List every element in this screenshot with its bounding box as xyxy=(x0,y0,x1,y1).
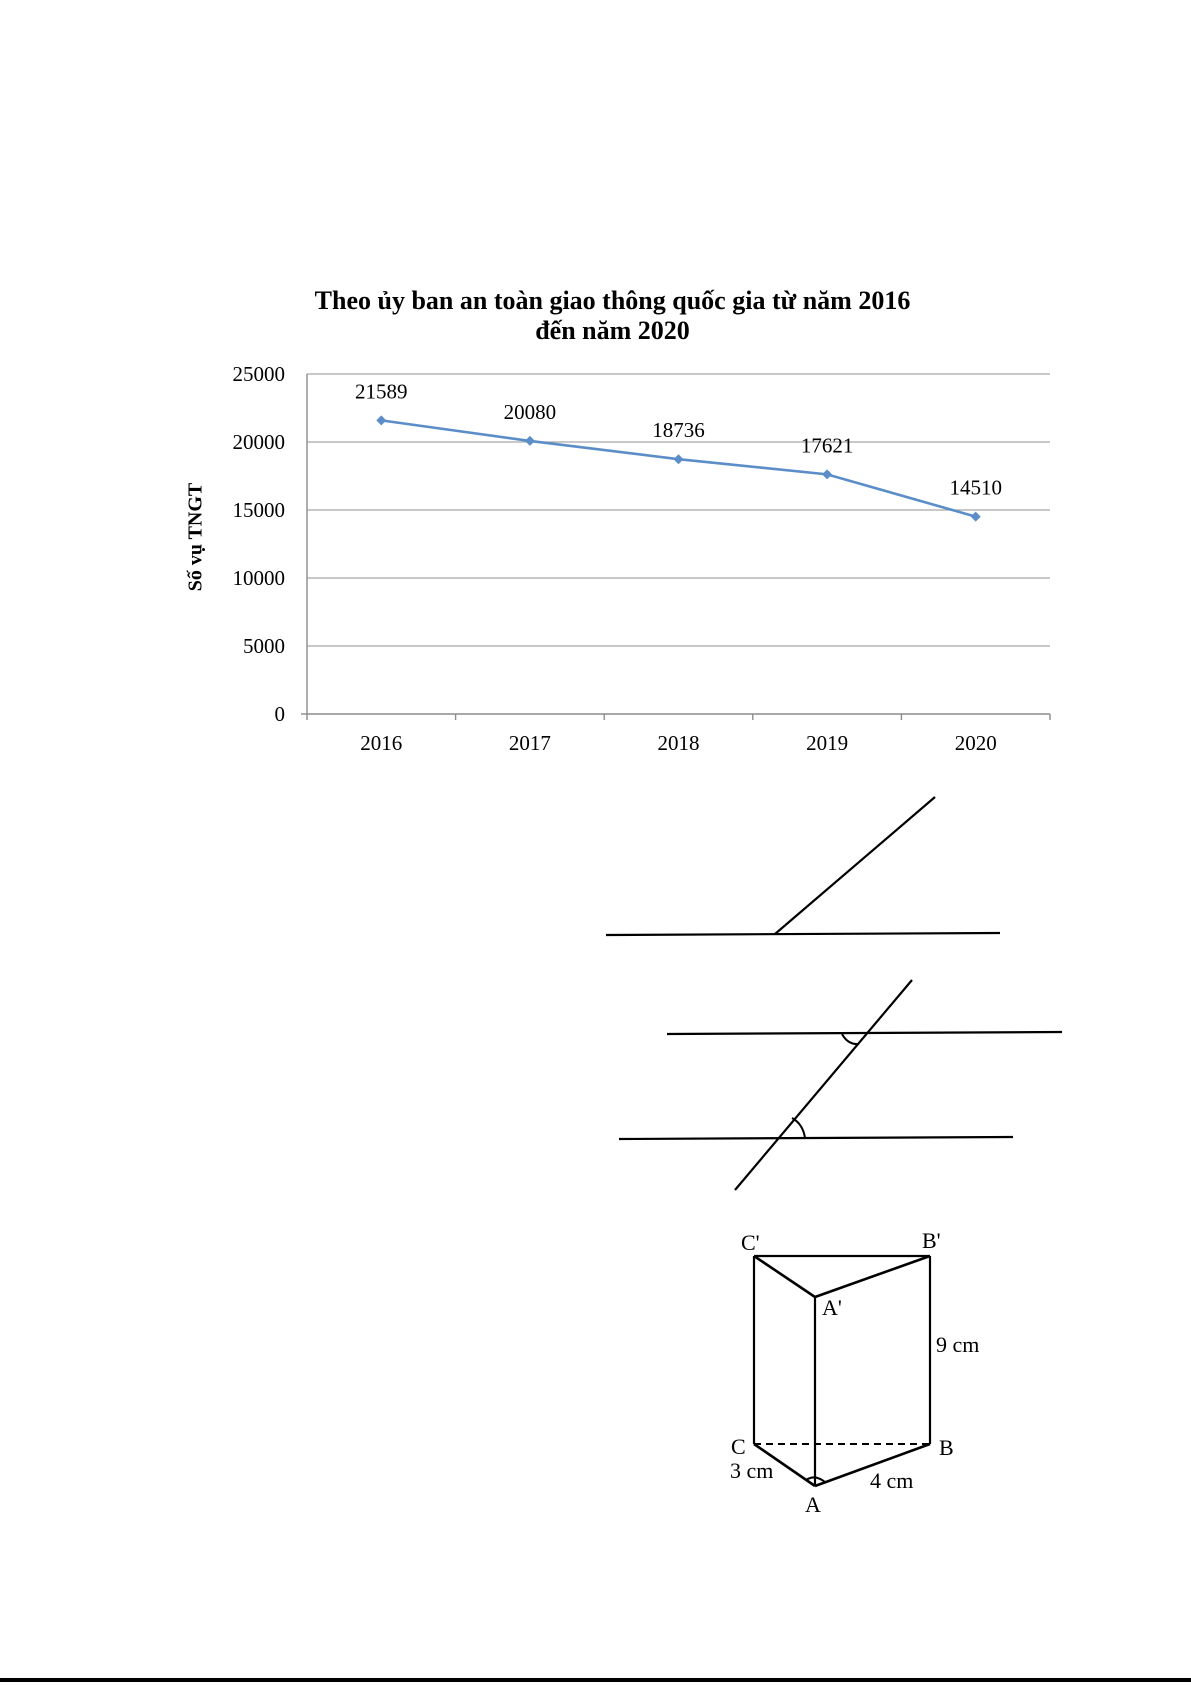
label-c-prime: C' xyxy=(741,1230,760,1255)
figure-angle-ray xyxy=(775,797,935,934)
data-label: 21589 xyxy=(355,379,408,404)
y-tick-label: 0 xyxy=(274,702,285,726)
data-label: 17621 xyxy=(800,433,854,458)
transversal-line xyxy=(735,980,912,1190)
parallel-line-top xyxy=(667,1032,1062,1034)
x-tick-label: 2020 xyxy=(954,731,997,755)
label-edge-ab: 4 cm xyxy=(870,1468,914,1493)
x-tick-label: 2018 xyxy=(657,731,700,755)
parallel-line-bottom xyxy=(619,1137,1013,1139)
page-bottom-rule xyxy=(0,1678,1191,1682)
data-label: 14510 xyxy=(949,475,1002,500)
label-b-prime: B' xyxy=(922,1228,941,1253)
y-tick-label: 25000 xyxy=(232,362,285,386)
data-label: 20080 xyxy=(503,399,557,424)
y-tick-label: 15000 xyxy=(232,498,285,522)
figure-angle xyxy=(606,797,1000,935)
data-label: 18736 xyxy=(652,418,705,443)
chart-title-line-2: đến năm 2020 xyxy=(535,316,690,345)
y-tick-label: 5000 xyxy=(243,634,285,658)
prism-edge-a-prime-b-prime xyxy=(815,1256,930,1297)
figure-parallel-lines xyxy=(619,980,1062,1190)
x-tick-label: 2017 xyxy=(508,731,551,755)
x-tick-label: 2016 xyxy=(360,731,403,755)
figure-angle-base-line xyxy=(606,933,1000,935)
figure-prism xyxy=(754,1256,930,1486)
label-a: A xyxy=(805,1492,821,1517)
label-edge-ca: 3 cm xyxy=(730,1458,774,1483)
y-axis-label: Số vụ TNGT xyxy=(184,482,207,592)
chart-title-line-1: Theo ủy ban an toàn giao thông quốc gia từ năm 2016 xyxy=(314,286,911,315)
label-a-prime: A' xyxy=(822,1295,842,1320)
label-c: C xyxy=(731,1434,746,1459)
prism-edge-c-prime-a-prime xyxy=(754,1256,815,1297)
x-tick-label: 2019 xyxy=(806,731,849,755)
y-tick-label: 10000 xyxy=(232,566,285,590)
y-tick-label: 20000 xyxy=(232,430,285,454)
label-height: 9 cm xyxy=(936,1332,980,1357)
label-b: B xyxy=(939,1435,954,1460)
angle-mark-top xyxy=(842,1034,859,1044)
